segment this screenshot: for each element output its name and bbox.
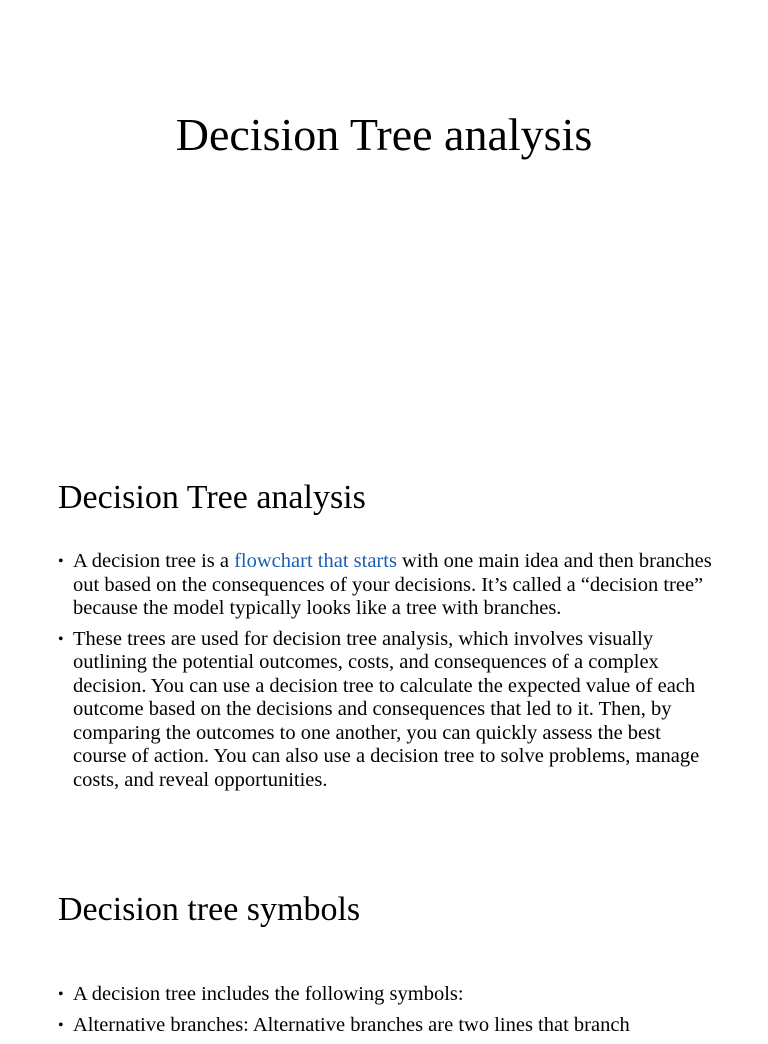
section-heading-decision-tree-symbols: Decision tree symbols <box>58 891 361 928</box>
bullet-list-decision-tree-symbols <box>58 983 718 1044</box>
bullet-list-decision-tree-analysis <box>58 550 718 799</box>
slide-title: Decision Tree analysis <box>175 109 593 160</box>
bullet-item <box>58 550 718 621</box>
flowchart-link[interactable]: flowchart that starts <box>234 550 397 572</box>
bullet-text: A decision tree is a <box>73 550 235 572</box>
bullet-item <box>58 983 718 1007</box>
bullet-text: These trees are used for decision tree analysis, which involves visually outlining the potential outcomes, costs, and consequences of a complex decision. You can use a decision tree to calculate the expected value of each outcome based on the decisions and consequences that led to it. Then, by comparing the outcomes to one another, you can quickly assess the best course of action. You can also use a decision tree to solve problems, manage costs, and reveal opportunities. <box>73 627 700 791</box>
bullet-text: A decision tree includes the following symbols: <box>73 983 464 1005</box>
bullet-item <box>58 1014 718 1038</box>
section-heading-decision-tree-analysis: Decision Tree analysis <box>58 479 366 516</box>
bullet-text: with one main idea and then branches out based on the consequences of your decisions. It’s called a “decision tree” because the model typically looks like a tree with branches. <box>73 550 712 619</box>
bullet-item <box>58 628 718 793</box>
bullet-text: Alternative branches: Alternative branches are two lines that branch <box>73 1013 630 1036</box>
